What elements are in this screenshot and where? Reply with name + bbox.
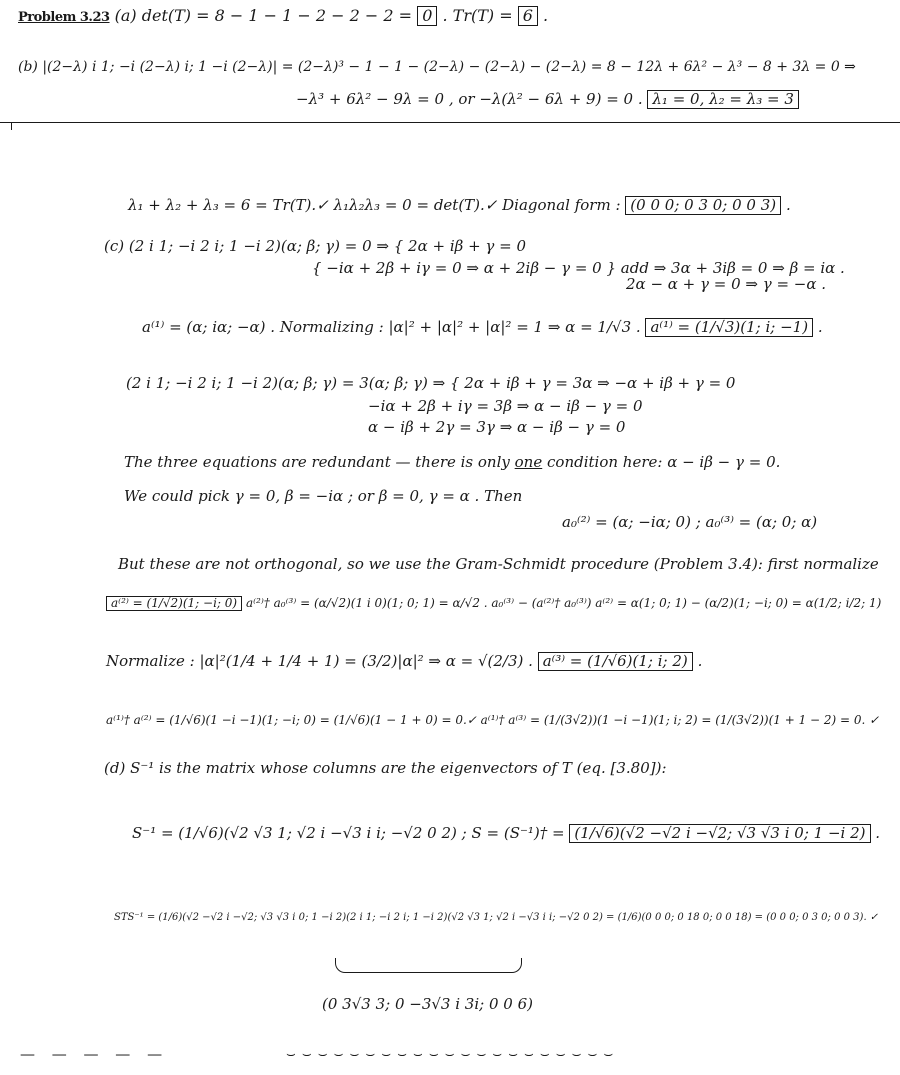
- s-inverse-line: [132, 824, 880, 843]
- section-divider-tick: [11, 122, 12, 130]
- det-computation: (a) det(T) = 8 − 1 − 1 − 2 − 2 − 2 =: [114, 6, 413, 25]
- redundancy-text-1: The three equations are redundant — there is only: [124, 453, 510, 471]
- part-c-eigenvector-equation-3: 2α − α + γ = 0 ⇒ γ = −α .: [626, 275, 827, 293]
- eigenvalues-box: λ₁ = 0, λ₂ = λ₃ = 3: [647, 90, 799, 109]
- eigenvalue-3-equation-1: (2 i 1; −i 2 i; 1 −i 2)(α; β; γ) = 3(α; β; γ) ⇒ { 2α + iβ + γ = 3α ⇒ −α + iβ + γ = 0: [126, 374, 736, 392]
- initial-vectors: a₀⁽²⁾ = (α; −iα; 0) ; a₀⁽³⁾ = (α; 0; α): [562, 513, 818, 531]
- part-b-eigenvalue-line: [296, 90, 799, 109]
- trace-computation: . Tr(T) =: [442, 6, 513, 25]
- det-answer-box: 0: [417, 6, 437, 26]
- diagonal-form-box: (0 0 0; 0 3 0; 0 0 3): [625, 196, 781, 215]
- diagonal-form-period: .: [785, 196, 791, 214]
- gram-schmidt-statement: But these are not orthogonal, so we use the Gram-Schmidt procedure (Problem 3.4): first normalize: [118, 555, 879, 573]
- similarity-transform: STS⁻¹ = (1/6)(√2 −√2 i −√2; √3 √3 i 0; 1 −i 2)(2 i 1; −i 2 i; 1 −i 2)(√2 √3 1; √2 i −√3 i i; −√2 0 2) = (1/6)(0 0 0; 0 18 0; 0 0 18) = (0 0 0; 0 3 0; 0 0 3). ✓: [114, 912, 879, 923]
- gram-schmidt-projection: a⁽²⁾† a₀⁽³⁾ = (α/√2)(1 i 0)(1; 0; 1) = α/√2 . a₀⁽³⁾ − (a⁽²⁾† a₀⁽³⁾) a⁽²⁾ = α(1; 0; 1) − (α/2)(1; −i; 0) = α(1/2; i/2; 1): [245, 596, 882, 610]
- a3-result-box: a⁽³⁾ = (1/√6)(1; i; 2): [538, 652, 693, 671]
- gram-schmidt-line: [106, 596, 881, 611]
- intermediate-product: (0 3√3 3; 0 −3√3 i 3i; 0 0 6): [322, 995, 533, 1013]
- trace-answer-box: 6: [518, 6, 538, 26]
- a2-result-box: a⁽²⁾ = (1/√2)(1; −i; 0): [106, 596, 242, 611]
- redundancy-statement: [124, 454, 780, 471]
- redundancy-emphasis: one: [514, 453, 543, 471]
- s-matrix-period: .: [875, 824, 881, 842]
- eigenvalue-check-line: [128, 196, 791, 215]
- a3-normalization-line: [106, 652, 702, 671]
- s-matrix-box: (1/√6)(√2 −√2 i −√2; √3 √3 i 0; 1 −i 2): [569, 824, 870, 843]
- redundancy-text-2: condition here: α − iβ − γ = 0.: [547, 453, 781, 471]
- orthogonality-checks: a⁽¹⁾† a⁽²⁾ = (1/√6)(1 −i −1)(1; −i; 0) = (1/√6)(1 − 1 + 0) = 0.✓ a⁽¹⁾† a⁽³⁾ = (1/(3√2))(1 −i −1)(1; i; 2) = (1/(3√2))(1 + 1 − 2) = 0. ✓: [106, 713, 880, 727]
- part-c-eigenvector-equation-1: (c) (2 i 1; −i 2 i; 1 −i 2)(α; β; γ) = 0 ⇒ { 2α + iβ + γ = 0: [104, 237, 527, 255]
- choice-of-vectors: We could pick γ = 0, β = −iα ; or β = 0, γ = α . Then: [124, 487, 523, 505]
- eigenvalue-checks: λ₁ + λ₂ + λ₃ = 6 = Tr(T).✓ λ₁λ₂λ₃ = 0 = det(T).✓ Diagonal form :: [128, 196, 621, 214]
- page-bottom-dashes-left: — — — — —: [20, 1045, 169, 1063]
- a1-normalization: a⁽¹⁾ = (α; iα; −α) . Normalizing : |α|² + |α|² + |α|² = 1 ⇒ α = 1/√3 .: [142, 318, 641, 336]
- a1-result-period: .: [817, 318, 823, 336]
- problem-header: [18, 6, 548, 26]
- s-inverse-matrix: S⁻¹ = (1/√6)(√2 √3 1; √2 i −√3 i i; −√2 0 2) ; S = (S⁻¹)† =: [132, 824, 565, 842]
- page-bottom-dashes-right: ⌣⌣⌣⌣⌣⌣⌣⌣⌣⌣⌣⌣⌣⌣⌣⌣⌣⌣⌣⌣⌣: [286, 1045, 620, 1063]
- a1-normalization-line: [142, 318, 823, 337]
- eigenvalue-3-equation-3: α − iβ + 2γ = 3γ ⇒ α − iβ − γ = 0: [368, 418, 626, 436]
- factored-polynomial: −λ³ + 6λ² − 9λ = 0 , or −λ(λ² − 6λ + 9) = 0 .: [296, 90, 643, 108]
- section-divider: [0, 122, 900, 123]
- underbrace: [335, 958, 522, 973]
- part-c-eigenvector-equation-2: { −iα + 2β + iγ = 0 ⇒ α + 2iβ − γ = 0 } add ⇒ 3α + 3iβ = 0 ⇒ β = iα .: [312, 259, 845, 277]
- a3-normalization: Normalize : |α|²(1/4 + 1/4 + 1) = (3/2)|α|² ⇒ α = √(2/3) .: [106, 652, 533, 670]
- part-b-characteristic-equation: (b) |(2−λ) i 1; −i (2−λ) i; 1 −i (2−λ)| = (2−λ)³ − 1 − 1 − (2−λ) − (2−λ) − (2−λ) = 8 − 12λ + 6λ² − λ³ − 8 + 3λ = 0 ⇒: [18, 59, 856, 75]
- header-period: .: [542, 6, 549, 25]
- a3-result-period: .: [697, 652, 703, 670]
- problem-number: Problem 3.23: [18, 10, 110, 25]
- a1-result-box: a⁽¹⁾ = (1/√3)(1; i; −1): [645, 318, 813, 337]
- eigenvalue-3-equation-2: −iα + 2β + iγ = 3β ⇒ α − iβ − γ = 0: [368, 397, 643, 415]
- part-d-statement: (d) S⁻¹ is the matrix whose columns are the eigenvectors of T (eq. [3.80]):: [104, 759, 667, 777]
